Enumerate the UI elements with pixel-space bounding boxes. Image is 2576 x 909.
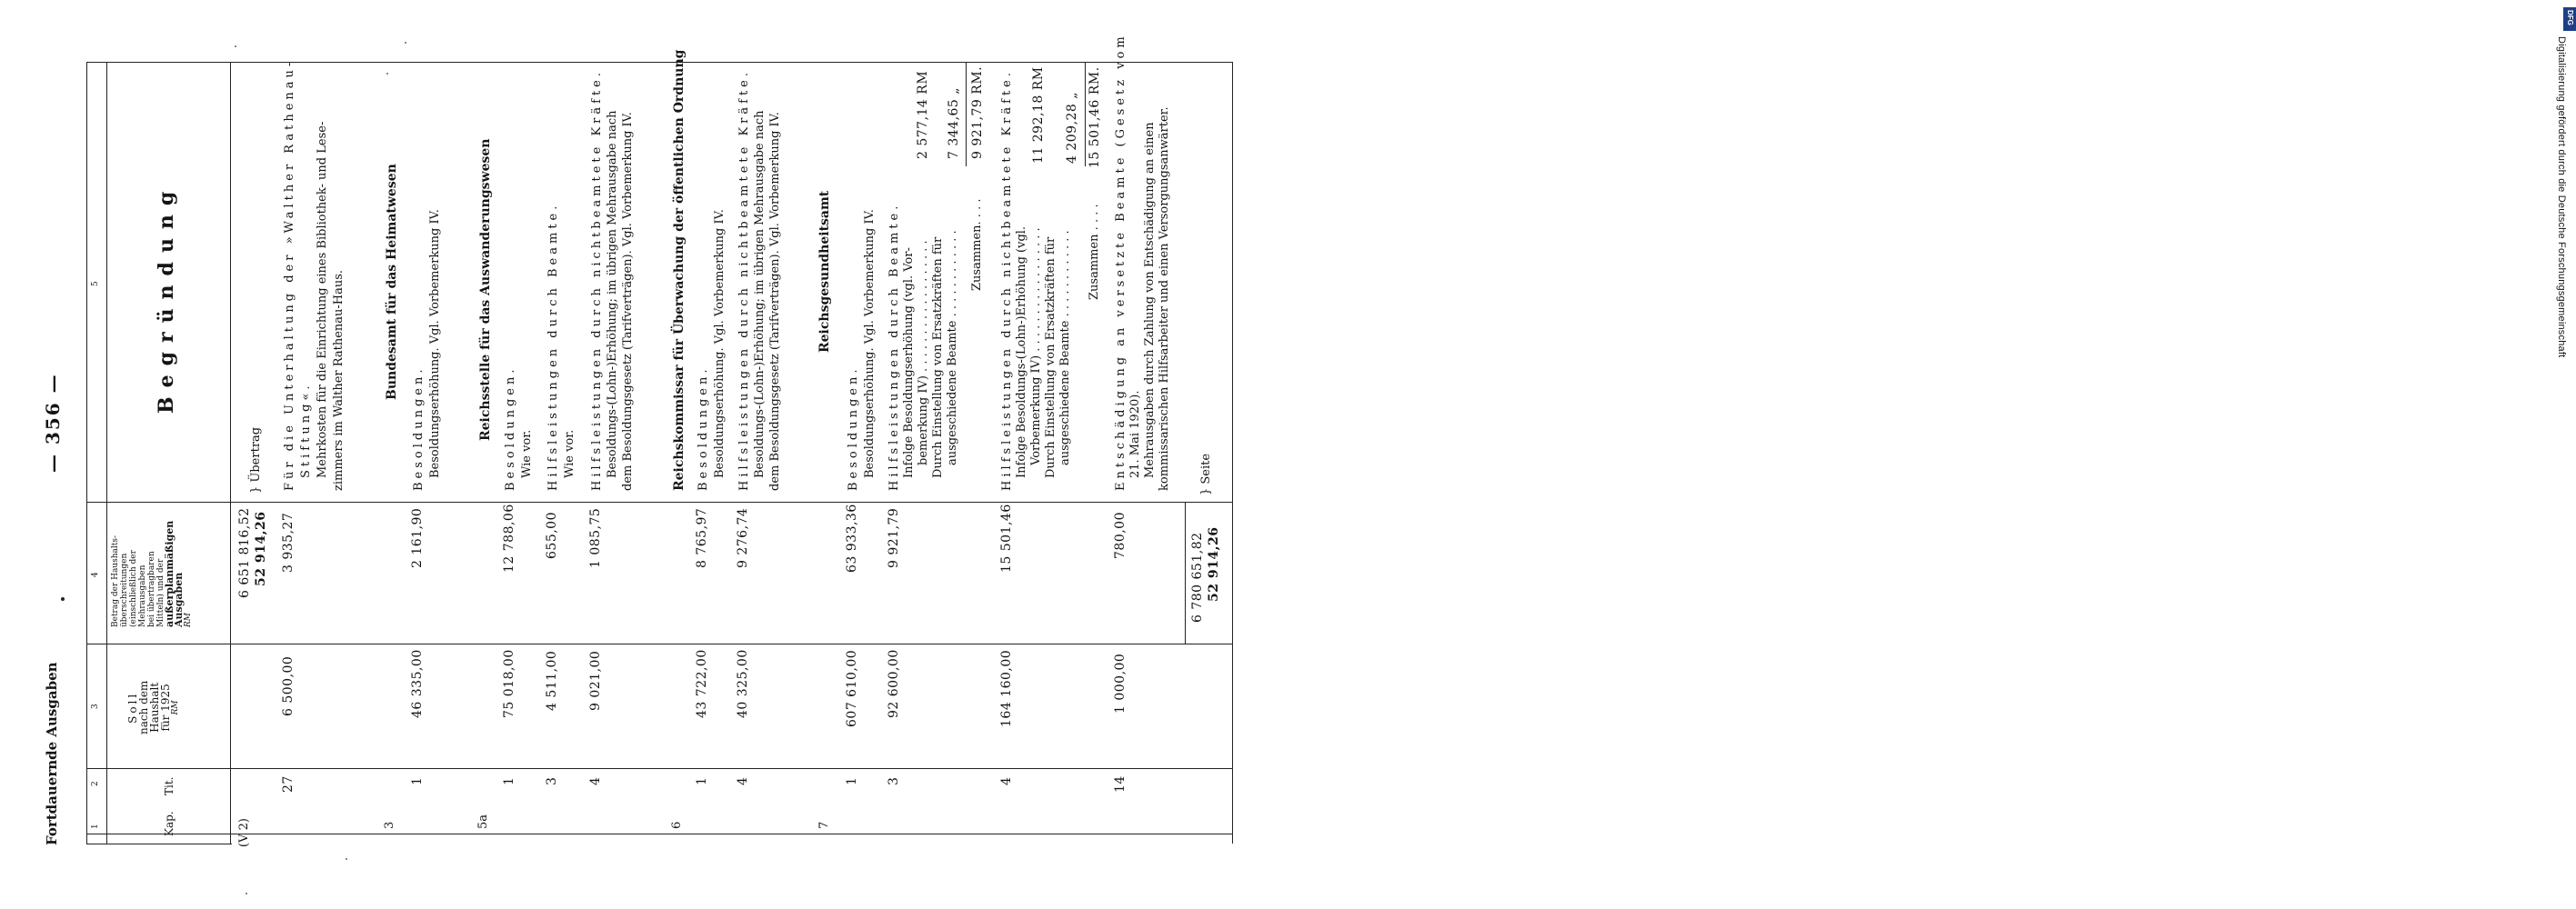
betrag-6-1: 8 765,97: [695, 507, 709, 568]
betrag-5a-1: 12 788,06: [502, 504, 516, 573]
table-frame-left: [86, 62, 87, 844]
soll-5a-4: 9 021,00: [588, 650, 603, 711]
sum-7-3: 9 921,79 RM.: [970, 65, 985, 159]
tit-5a-1: 1: [502, 776, 516, 785]
soll-3-1: 46 335,00: [410, 649, 425, 718]
betrag-5a-4: 1 085,75: [588, 507, 603, 568]
soll-7-3: 92 600,00: [887, 649, 901, 718]
credit-strip: DFG Digitalisierung gefördert durch die Deutsche Forschungsgemeinschaft: [1277, 0, 1313, 909]
text-3-1: Besoldungen. Besoldungserhöhung. Vgl. Vorbemerkung IV.: [412, 209, 442, 491]
uebertrag-betrag-1: 6 651 816,52: [237, 507, 252, 598]
running-head: Fortdauernde Ausgaben: [44, 662, 60, 845]
section-gesundheitsamt: Reichsgesundheitsamt: [817, 190, 832, 353]
betrag-5a-3: 655,00: [545, 512, 559, 559]
text-7-4: Hilfsleistungen durch nichtbeamtete Kräfte. Infolge Besoldungs-(Lohn-)Erhöhung (vgl. Vorbemerkung IV) . . . . . . . . . . . . . . . . . Durch Einstellung von Ersatzkräften für ausgeschiedene Beamte . . . . . . . . . . . .: [1000, 68, 1072, 491]
col-num-3: 3: [91, 704, 100, 709]
section-heimatwesen: Bundesamt für das Heimatwesen: [385, 164, 399, 400]
kap-v2: (V 2): [237, 818, 251, 847]
text-7-3: Hilfsleistungen durch Beamte. Infolge Besoldungserhöhung (vgl. Vor- bemerkung IV) . . . . . . . . . . . . . . . . . . Durch Einstellung von Ersatzkräften für ausgeschiedene Beamte . . . . . . . . . . . .: [887, 202, 959, 491]
sum-rule-7-4: [1085, 62, 1086, 166]
header-bottom-rule: [230, 62, 231, 844]
text-5a-1: Besoldungen. Wie vor.: [504, 365, 534, 491]
total-betrag-2: 52 914,26: [1207, 526, 1221, 602]
table-frame-right: [1232, 62, 1233, 844]
section-auswanderung: Reichsstelle für das Auswanderungswesen: [478, 138, 493, 441]
section-ueberwachung: Reichskommissar für Überwachung der öffentlichen Ordnung: [672, 49, 687, 491]
soll-5a-3: 4 511,00: [545, 650, 559, 711]
tit-5a-4: 4: [588, 776, 603, 785]
amount-7-4-b: 4 209,28 „: [1065, 91, 1079, 164]
col-sep-kap-tit: [86, 768, 1232, 769]
dfg-logo: DFG: [2563, 7, 2576, 31]
betrag-7-14: 780,00: [1113, 512, 1128, 559]
sum-label-7-3: Zusammen. . . .: [970, 198, 984, 291]
header-tit: Tit.: [163, 776, 175, 795]
col-num-2: 2: [91, 781, 100, 786]
document-page: [0, 0, 1273, 909]
uebertrag-betrag-2: 52 914,26: [254, 511, 268, 586]
betrag-3-1: 2 161,90: [410, 507, 425, 568]
tit-7-3: 3: [887, 776, 901, 785]
kap-3: 3: [383, 821, 396, 829]
amount-7-3-b: 7 344,65 „: [947, 86, 961, 159]
amount-7-3-a: 2 577,14 RM: [916, 70, 930, 159]
col-num-4: 4: [91, 572, 100, 577]
tit-3-1: 1: [410, 776, 425, 785]
header-soll: Soll nach dem Haushalt für 1925 RM: [126, 680, 180, 734]
seite-label: } Seite: [1199, 453, 1213, 495]
tit-7-4: 4: [999, 776, 1014, 785]
header-begruendung: Begründung: [155, 182, 178, 414]
text-6-4: Hilfsleistungen durch nichtbeamtete Kräfte. Besoldungs-(Lohn-)Erhöhung; im übrigen Mehrausgabe nach dem Besoldungsgesetz (Tarifverträgen). Vgl. Vorbemerkung IV.: [737, 68, 782, 491]
kap-6: 6: [670, 821, 684, 829]
header-kap: Kap.: [163, 811, 175, 836]
col-num-1: 1: [91, 824, 100, 829]
text-6-1: Besoldungen. Besoldungserhöhung. Vgl. Vorbemerkung IV.: [697, 209, 727, 491]
tit-6-4: 4: [736, 776, 750, 785]
tit-7-1: 1: [845, 776, 859, 785]
tit-5a-3: 3: [545, 776, 559, 785]
uebertrag-label: } Übertrag: [249, 426, 263, 494]
betrag-27: 3 935,27: [281, 512, 296, 573]
text-5a-3: Hilfsleistungen durch Beamte. Wie vor.: [546, 202, 576, 491]
header-betrag: Betrag der Haushalts- überschreitungen (einschließlich der Mehrausgaben bei übertragbaren Mitteln) und der außerplanmäßigen Ausgaben RM: [111, 520, 193, 627]
page-number: — 356 —: [42, 373, 64, 473]
tit-7-14: 14: [1113, 775, 1128, 793]
soll-27: 6 500,00: [281, 655, 296, 716]
text-5a-4: Hilfsleistungen durch nichtbeamtete Kräfte. Besoldungs-(Lohn-)Erhöhung; im übrigen Mehrausgabe nach dem Besoldungsgesetz (Tarifverträgen). Vgl. Vorbemerkung IV.: [590, 68, 635, 491]
sum-rule-7-3: [966, 62, 967, 166]
col-sep-soll-betrag: [86, 502, 1232, 503]
amount-7-4-a: 11 292,18 RM: [1031, 66, 1046, 164]
kap-5a: 5a: [476, 814, 490, 829]
tit-27: 27: [281, 775, 296, 793]
kap-7: 7: [817, 821, 831, 829]
betrag-6-4: 9 276,74: [736, 507, 750, 568]
soll-7-1: 607 610,00: [845, 649, 859, 727]
soll-6-4: 40 325,00: [736, 649, 750, 718]
soll-5a-1: 75 018,00: [502, 649, 516, 718]
betrag-7-1: 63 933,36: [845, 504, 859, 573]
betrag-7-3: 9 921,79: [887, 507, 901, 568]
soll-6-1: 43 722,00: [695, 649, 709, 718]
sum-label-7-4: Zusammen . . . .: [1088, 204, 1101, 300]
text-7-1: Besoldungen. Besoldungserhöhung. Vgl. Vorbemerkung IV.: [847, 209, 877, 491]
sum-7-4: 15 501,46 RM.: [1088, 66, 1102, 168]
betrag-7-4: 15 501,46: [999, 504, 1014, 573]
text-7-14: Entschädigung an versetzte Beamte (Gesetz vom 21. Mai 1920). Mehrausgaben durch Zahlung von Entschädigung an einen kommissarischen Hilfsarbeiter und einen Versorgungsanwärter.: [1114, 33, 1171, 491]
soll-7-14: 1 000,00: [1113, 653, 1128, 714]
total-betrag-1: 6 780 651,82: [1190, 532, 1205, 623]
total-rule: [1185, 502, 1186, 644]
table-border-top: [86, 62, 1232, 63]
tit-6-1: 1: [695, 776, 709, 785]
soll-7-4: 164 160,00: [999, 649, 1014, 727]
col-num-5: 5: [91, 281, 100, 286]
text-27: Für die Unterhaltung der »Walther Rathenau- Stiftung«. Mehrkosten für die Einrichtung eines Bibliothek- und Lese- zimmers im Walther Rathenau-Haus.: [283, 58, 346, 491]
col-number-rule: [106, 62, 107, 844]
